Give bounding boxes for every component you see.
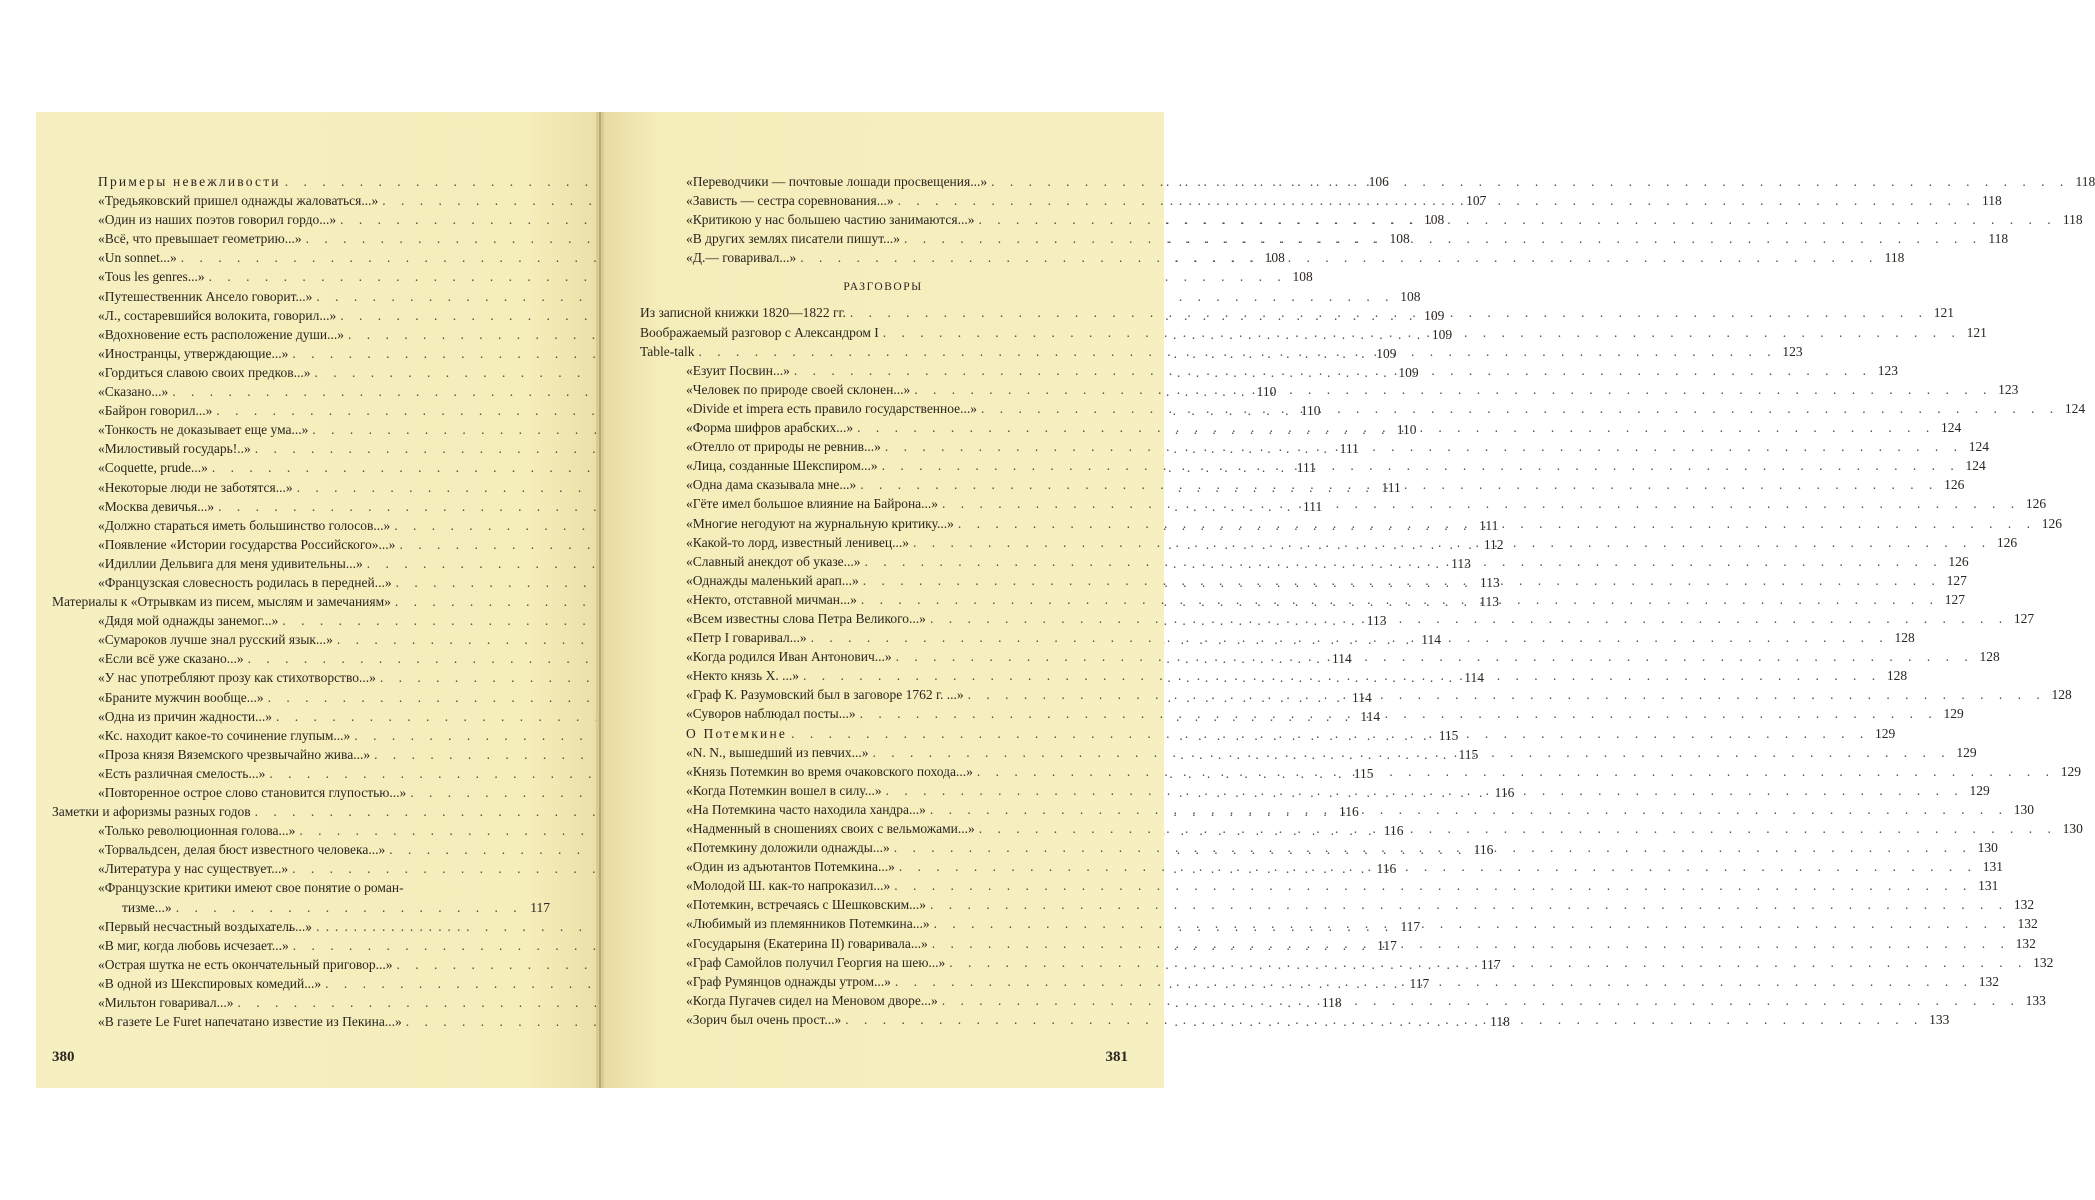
toc-entry-title: «Человек по природе своей склонен...» bbox=[686, 381, 911, 397]
toc-entry-title: «Всем известны слова Петра Великого...» bbox=[686, 610, 926, 626]
toc-entry-title: «Переводчики — почтовые лошади просвещения...» bbox=[686, 174, 988, 189]
toc-entry-page: 116 bbox=[1383, 823, 1404, 839]
toc-entry-title: «Зависть — сестра соревнования...» bbox=[686, 193, 894, 209]
toc-entry-page: 118 bbox=[2062, 212, 2083, 228]
toc-entry-title: «Только революционная голова...» bbox=[98, 823, 296, 839]
toc-entry-title: «Гордиться славою своих предков...» bbox=[98, 364, 311, 380]
toc-entry-title: «Одна дама сказывала мне...» bbox=[686, 477, 857, 493]
toc-entry-page: 118 bbox=[1884, 250, 1905, 266]
toc-entry-page: 114 bbox=[1351, 689, 1372, 705]
toc-entry-title: «Зорич был очень прост...» bbox=[686, 1011, 842, 1027]
dot-leader bbox=[977, 399, 2059, 418]
toc-entry-title: «Тредьяковский пришел однажды жаловаться...» bbox=[98, 193, 379, 209]
dot-leader bbox=[695, 342, 1777, 361]
dot-leader bbox=[964, 685, 2046, 704]
toc-entry-page: 127 bbox=[2013, 610, 2035, 626]
dot-leader bbox=[926, 609, 2008, 628]
toc-entry-page: 111 bbox=[1296, 460, 1316, 476]
toc-entry-title: «Любимый из племянников Потемкина...» bbox=[686, 916, 930, 932]
toc-entry-page: 132 bbox=[2013, 897, 2035, 913]
dot-leader bbox=[881, 437, 1963, 456]
toc-entry-page: 131 bbox=[1982, 859, 2003, 875]
toc-entry-page: 130 bbox=[2013, 801, 2035, 817]
dot-leader bbox=[856, 475, 1938, 494]
dot-leader bbox=[879, 323, 1961, 342]
toc-entry-title: «Петр I говаривал...» bbox=[686, 630, 807, 646]
toc-entry-page: 117 bbox=[1400, 918, 1421, 934]
toc-entry-page: 109 bbox=[1398, 364, 1419, 380]
toc-entry-page: 108 bbox=[1389, 231, 1410, 247]
toc-entry-page: 116 bbox=[1376, 861, 1397, 877]
toc-entry-title: «Езуит Посвин...» bbox=[686, 362, 790, 378]
toc-entry-title: «Путешественник Ансело говорит...» bbox=[98, 288, 313, 304]
toc-entry-page: 115 bbox=[1458, 746, 1479, 762]
toc-entry-page: 128 bbox=[2051, 687, 2072, 703]
book-spread bbox=[36, 112, 2095, 1088]
toc-entry-title: Примеры невежливости bbox=[98, 174, 281, 189]
toc-entry-page: 130 bbox=[2062, 821, 2083, 836]
toc-entry-title: «У нас употребляют прозу как стихотворство...» bbox=[98, 670, 376, 686]
toc-entry-page: 114 bbox=[1421, 632, 1441, 648]
toc-entry-title: «Первый несчастный воздыхатель...» bbox=[98, 918, 313, 934]
dot-leader bbox=[890, 838, 1972, 857]
toc-entry-page: 129 bbox=[1874, 725, 1896, 741]
toc-entry-page: 111 bbox=[1479, 517, 1499, 533]
toc-entry-page: 126 bbox=[1948, 553, 1969, 569]
toc-entry-title: «Потемкину доложили однажды...» bbox=[686, 840, 890, 856]
toc-entry-page: 108 bbox=[1424, 212, 1445, 228]
dot-leader bbox=[926, 800, 2008, 819]
dot-leader bbox=[807, 628, 1889, 647]
toc-entry-title: «Tous les genres...» bbox=[98, 269, 205, 285]
toc-entry-title: «Есть различная смелость...» bbox=[98, 765, 266, 781]
toc-entry-page: 108 bbox=[1400, 288, 1421, 304]
toc-entry-title: «Один из наших поэтов говорил гордо...» bbox=[98, 212, 337, 228]
toc-entry-title: «Милостивый государь!..» bbox=[98, 441, 251, 457]
toc-entry-title: «Байрон говорил...» bbox=[98, 403, 213, 419]
toc-entry-page: 108 bbox=[1264, 250, 1285, 266]
toc-entry-page: 116 bbox=[1338, 804, 1359, 820]
toc-entry-page: 107 bbox=[1466, 193, 1487, 209]
toc-entry-title: «Однажды маленький арап...» bbox=[686, 572, 859, 588]
toc-entry-page: 129 bbox=[1943, 706, 1964, 722]
toc-entry-title: «Одна из причин жадности...» bbox=[98, 708, 273, 724]
dot-leader bbox=[975, 819, 2057, 838]
toc-entry-page: 109 bbox=[1376, 345, 1397, 361]
toc-entry-title: «Потемкин, встречаясь с Шешковским...» bbox=[686, 897, 927, 913]
dot-leader bbox=[928, 934, 2010, 953]
toc-entry-title: Table-talk bbox=[640, 343, 695, 359]
toc-entry-title: «Когда родился Иван Антонович...» bbox=[686, 649, 892, 665]
toc-entry-page: 116 bbox=[1473, 842, 1494, 858]
toc-entry-title: «Молодой Ш. как-то напроказил...» bbox=[686, 878, 891, 894]
toc-entry-title: «Тонкость не доказывает еще ума...» bbox=[98, 422, 309, 438]
toc-entry-title: «Если всё уже сказано...» bbox=[98, 651, 244, 667]
toc-entry-title: Воображаемый разговор с Александром I bbox=[640, 324, 879, 340]
toc-entry-title: «Форма шифров арабских...» bbox=[686, 420, 854, 436]
toc-entry-page: 126 bbox=[2025, 496, 2047, 512]
toc-entry-title: «Граф К. Разумовский был в заговоре 1762 г. ...» bbox=[686, 687, 964, 703]
toc-entry-page: 117 bbox=[1409, 975, 1430, 991]
page-number-left: 380 bbox=[52, 1049, 75, 1065]
toc-entry-page: 126 bbox=[2041, 515, 2062, 531]
dot-leader bbox=[869, 743, 1951, 762]
toc-entry-page: 113 bbox=[1451, 555, 1471, 571]
dot-leader bbox=[882, 781, 1964, 800]
dot-leader bbox=[938, 494, 2020, 513]
toc-entry-page: 117 bbox=[1480, 956, 1501, 972]
toc-entry-title: «Французские критики имеют свое понятие о роман- bbox=[98, 880, 404, 896]
toc-entry-page: 126 bbox=[1996, 534, 2018, 550]
toc-entry-page: 126 bbox=[1944, 477, 1965, 493]
toc-entry-page: 117 bbox=[530, 899, 550, 915]
toc-entry-page: 108 bbox=[1292, 269, 1313, 285]
dot-leader bbox=[787, 724, 1869, 743]
toc-entry-title: «Кс. находит какое-то сочинение глупым...» bbox=[98, 727, 351, 743]
toc-entry-page: 110 bbox=[1256, 384, 1277, 400]
toc-entry bbox=[640, 895, 2035, 914]
toc-entry-title: «Всё, что превышает геометрию...» bbox=[98, 231, 302, 247]
toc-entry-page: 114 bbox=[1360, 708, 1381, 724]
toc-entry-page: 132 bbox=[2033, 954, 2054, 970]
dot-leader bbox=[846, 303, 1928, 322]
toc-entry-title: «Некоторые люди не заботятся...» bbox=[98, 479, 293, 495]
toc-entry-title: «Литература у нас существует...» bbox=[98, 861, 289, 877]
toc-entry-page: 123 bbox=[1782, 343, 1803, 359]
toc-entry-title: Заметки и афоризмы разных годов bbox=[52, 804, 251, 820]
toc-entry-page: 129 bbox=[1969, 782, 1990, 798]
toc-entry-title: «Князь Потемкин во время очаковского похода...» bbox=[686, 763, 973, 779]
toc-entry-title: Материалы к «Отрывкам из писем, мыслям и замечаниям» bbox=[52, 594, 391, 610]
toc-entry-title: «На Потемкина часто находила хандра...» bbox=[686, 801, 926, 817]
dot-leader bbox=[841, 1010, 1923, 1029]
toc-entry-page: 114 bbox=[1464, 670, 1484, 686]
toc-entry-page: 129 bbox=[1956, 744, 1977, 760]
toc-entry-title: «Браните мужчин вообще...» bbox=[98, 689, 264, 705]
dot-leader bbox=[856, 704, 1938, 723]
toc-entry-page: 118 bbox=[2075, 174, 2095, 189]
toc-entry-title: «N. N., вышедший из певчих...» bbox=[686, 744, 869, 760]
dot-leader bbox=[790, 361, 1872, 380]
dot-leader bbox=[799, 666, 1881, 685]
toc-entry-page: 113 bbox=[1479, 594, 1500, 610]
dot-leader bbox=[859, 571, 1941, 590]
toc-entry-page: 132 bbox=[2017, 916, 2038, 932]
toc-entry-page: 115 bbox=[1438, 727, 1459, 743]
toc-entry-page: 124 bbox=[1941, 420, 1962, 436]
toc-entry-title: «Должно стараться иметь большинство голосов...» bbox=[98, 517, 391, 533]
dot-leader bbox=[910, 380, 1992, 399]
toc-entry-title: «Острая шутка не есть окончательный приговор...» bbox=[98, 956, 393, 972]
toc-entry-title: «Москва девичья...» bbox=[98, 498, 215, 514]
toc-entry bbox=[52, 878, 550, 897]
toc-entry-page: 131 bbox=[1978, 878, 1999, 894]
dot-leader bbox=[926, 895, 2008, 914]
toc-entry-title: «Французская словесность родилась в передней...» bbox=[98, 574, 392, 590]
dot-leader bbox=[974, 210, 2056, 229]
toc-entry-page: 114 bbox=[1331, 651, 1352, 667]
dot-leader bbox=[172, 898, 531, 917]
toc-entry-page: 109 bbox=[1431, 326, 1453, 342]
toc-entry-title: «Когда Потемкин вошел в силу...» bbox=[686, 782, 882, 798]
toc-entry-page: 124 bbox=[1965, 458, 1986, 474]
toc-entry-page: 110 bbox=[1300, 403, 1321, 419]
toc-entry-title: «Критикою у нас большею частию занимаются...» bbox=[686, 212, 975, 228]
section-heading: РАЗГОВОРЫ bbox=[843, 281, 923, 294]
toc-entry-page: 118 bbox=[1988, 231, 2009, 247]
page-number-right: 381 bbox=[1105, 1049, 1128, 1065]
toc-entry bbox=[52, 267, 1313, 286]
dot-leader bbox=[973, 762, 2055, 781]
toc-entry-page: 121 bbox=[1933, 305, 1955, 321]
toc-entry-page: 110 bbox=[1396, 422, 1417, 438]
dot-leader bbox=[894, 191, 1976, 210]
toc-entry-page: 113 bbox=[1480, 574, 1500, 590]
toc-entry-title: «Славный анекдот об указе...» bbox=[686, 553, 861, 569]
toc-entry-title: Из записной книжки 1820—1822 гг. bbox=[640, 305, 846, 321]
toc-entry-page: 133 bbox=[2025, 992, 2046, 1008]
dot-leader bbox=[853, 418, 1935, 437]
toc-entry-title: «Торвальдсен, делая бюст известного человека...» bbox=[98, 842, 386, 858]
toc-entry-title: «Гёте имел большое влияние на Байрона...» bbox=[686, 496, 939, 512]
dot-leader bbox=[891, 972, 1973, 991]
toc-entry-title: «Сказано...» bbox=[98, 384, 169, 400]
toc-entry-page: 129 bbox=[2060, 763, 2081, 779]
toc-entry-title: «Некто князь Х. ...» bbox=[686, 668, 799, 684]
toc-entry-page: 124 bbox=[1968, 439, 1989, 455]
toc-entry-page: 118 bbox=[1982, 193, 2002, 209]
toc-entry-title: «Надменный в сношениях своих с вельможами...» bbox=[686, 821, 975, 836]
toc-entry-page: 106 bbox=[1368, 174, 1389, 189]
toc-entry-page: 113 bbox=[1366, 613, 1387, 629]
toc-entry-title: тизме...» bbox=[122, 899, 172, 915]
toc-entry-page: 124 bbox=[2064, 400, 2086, 416]
toc-entry-page: 118 bbox=[1490, 1014, 1510, 1030]
toc-entry-title: «Проза князя Вяземского чрезвычайно жива...» bbox=[98, 746, 371, 762]
toc-entry-page: 133 bbox=[1929, 1011, 1950, 1027]
dot-leader bbox=[890, 876, 1972, 895]
dot-leader bbox=[938, 991, 2020, 1010]
toc-entry-page: 111 bbox=[1302, 498, 1323, 514]
dot-leader bbox=[954, 514, 2036, 533]
dot-leader bbox=[857, 590, 1939, 609]
toc-entry-title: «Лица, созданные Шекспиром...» bbox=[686, 458, 878, 474]
toc-entry-title: «Вдохновение есть расположение души...» bbox=[98, 326, 345, 342]
toc-entry-page: 116 bbox=[1494, 785, 1515, 800]
toc-entry-page: 111 bbox=[1339, 441, 1359, 457]
toc-entry-title: «Л., состаревшийся волокита, говорил...» bbox=[98, 307, 337, 323]
toc-entry-page: 127 bbox=[1946, 572, 1967, 588]
toc-entry-page: 111 bbox=[1381, 479, 1401, 495]
dot-leader bbox=[796, 248, 1878, 267]
toc-entry-title: «В миг, когда любовь исчезает...» bbox=[98, 937, 289, 953]
toc-entry-page: 128 bbox=[1886, 668, 1908, 684]
dot-leader bbox=[987, 172, 2069, 191]
toc-entry-title: «В одной из Шекспировых комедий...» bbox=[98, 975, 322, 991]
toc-entry-title: «Сумароков лучше знал русский язык...» bbox=[98, 632, 333, 648]
toc-entry-page: 121 bbox=[1966, 324, 1987, 340]
toc-entry-title: «Д.— говаривал...» bbox=[686, 250, 797, 266]
toc-entry-title: «Un sonnet...» bbox=[98, 250, 177, 266]
dot-leader bbox=[900, 229, 1982, 248]
toc-entry-page: 127 bbox=[1944, 591, 1965, 607]
toc-entry-page: 132 bbox=[2015, 935, 2036, 951]
toc-entry-page: 123 bbox=[1998, 381, 2019, 397]
toc-entry-title: «Повторенное острое слово становится глупостью...» bbox=[98, 785, 407, 800]
dot-leader bbox=[909, 533, 1991, 552]
toc-entry-page: 128 bbox=[1979, 649, 2000, 665]
toc-entry-title: «Некто, отставной мичман...» bbox=[686, 591, 857, 607]
toc-entry-page: 128 bbox=[1894, 630, 1915, 646]
dot-leader bbox=[892, 647, 1974, 666]
dot-leader bbox=[878, 456, 1960, 475]
toc-entry-title: «Идиллии Дельвига для меня удивительны...» bbox=[98, 555, 363, 571]
toc-entry-page: 109 bbox=[1424, 307, 1445, 323]
toc-entry-page: 123 bbox=[1877, 362, 1898, 378]
toc-entry-title: «Когда Пугачев сидел на Меновом дворе...» bbox=[686, 992, 938, 1008]
toc-entry-title: «Дядя мой однажды занемог...» bbox=[98, 613, 279, 629]
toc-entry-title: «Мильтон говаривал...» bbox=[98, 995, 234, 1011]
toc-entry-title: «Появление «Истории государства Российского»...» bbox=[98, 536, 396, 552]
toc-entry-title: «Многие негодуют на журнальную критику...» bbox=[686, 515, 954, 531]
toc-entry-page: 115 bbox=[1353, 765, 1374, 781]
toc-entry-title: «Coquette, prude...» bbox=[98, 460, 208, 476]
toc-entry bbox=[640, 876, 1999, 895]
toc-entry-title: О Потемкине bbox=[686, 725, 788, 741]
dot-leader bbox=[930, 914, 2012, 933]
toc-entry bbox=[52, 898, 550, 917]
toc-entry-title: «Divide et impera есть правило государственное...» bbox=[686, 400, 978, 416]
dot-leader bbox=[861, 552, 1943, 571]
toc-entry-title: «В газете Le Furet напечатано известие из Пекина...» bbox=[98, 1014, 402, 1030]
toc-entry-page: 117 bbox=[1377, 937, 1397, 953]
toc-entry-title: «Иностранцы, утверждающие...» bbox=[98, 345, 289, 361]
toc-entry-page: 130 bbox=[1977, 840, 1998, 856]
toc-entry-title: «Какой-то лорд, известный ленивец...» bbox=[686, 534, 909, 550]
book-gutter bbox=[596, 112, 604, 1088]
toc-entry-page: 132 bbox=[1978, 973, 2000, 989]
toc-entry-page: 118 bbox=[1321, 995, 1342, 1011]
toc-entry-page: 112 bbox=[1483, 536, 1504, 552]
dot-leader bbox=[945, 953, 2027, 972]
toc-entry-title: «Государыня (Екатерина II) говаривала...» bbox=[686, 935, 928, 951]
toc-entry-title: «Один из адъютантов Потемкина...» bbox=[686, 859, 895, 875]
toc-entry-title: «В других землях писатели пишут...» bbox=[686, 231, 900, 247]
toc-entry-title: «Отелло от природы не ревнив...» bbox=[686, 439, 881, 455]
toc-entry-title: «Граф Самойлов получил Георгия на шею...» bbox=[686, 954, 946, 970]
toc-entry-title: «Суворов наблюдал посты...» bbox=[686, 706, 856, 722]
toc-entry-title: «Граф Румянцов однажды утром...» bbox=[686, 973, 891, 989]
dot-leader bbox=[895, 857, 1977, 876]
